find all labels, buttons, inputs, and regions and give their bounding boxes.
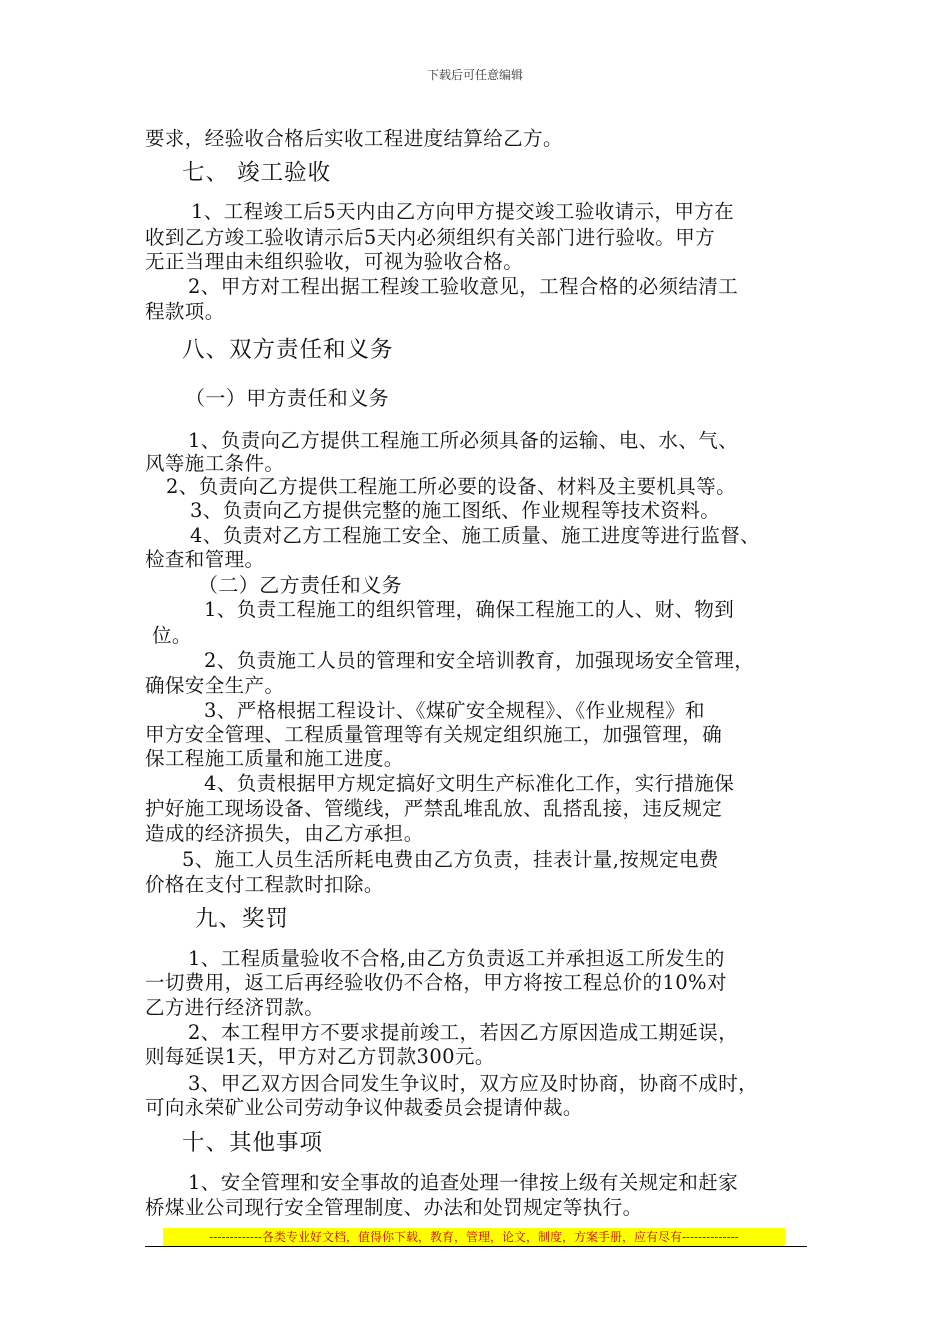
section-heading: 八、双方责任和义务 [182, 337, 394, 363]
text-line: 确保安全生产。 [145, 674, 285, 697]
text-line: 桥煤业公司现行安全管理制度、办法和处罚规定等执行。 [145, 1196, 643, 1219]
text-line: 4、负责根据甲方规定搞好文明生产标准化工作，实行措施保 [204, 772, 735, 795]
text-line: 检查和管理。 [145, 548, 265, 571]
text-line: 2、本工程甲方不要求提前竣工，若因乙方原因造成工期延误， [188, 1021, 739, 1044]
section-heading: 九、奖罚 [195, 906, 290, 932]
subsection-heading: （一）甲方责任和义务 [185, 386, 389, 410]
text-line: 3、严格根据工程设计、《煤矿安全规程》、《作业规程》和 [204, 699, 705, 722]
text-line: 造成的经济损失，由乙方承担。 [145, 822, 424, 845]
section-heading: 十、其他事项 [182, 1130, 324, 1156]
text-line: 收到乙方竣工验收请示后5天内必须组织有关部门进行验收。甲方 [145, 226, 716, 249]
text-line: 2、负责向乙方提供工程施工所必要的设备、材料及主要机具等。 [166, 475, 737, 498]
text-line: 一切费用，返工后再经验收仍不合格，甲方将按工程总价的10%对 [145, 971, 727, 994]
text-line: 2、甲方对工程出据工程竣工验收意见，工程合格的必须结清工 [188, 275, 739, 298]
footer-banner: -------------各类专业好文档，值得你下载，教育，管理，论文，制度，方案手册，应有尽有-------------- [163, 1228, 785, 1246]
text-line: 乙方进行经济罚款。 [145, 996, 325, 1019]
text-line: 1、负责工程施工的组织管理，确保工程施工的人、财、物到 [204, 598, 735, 621]
text-line: 则每延误1天，甲方对乙方罚款300元。 [145, 1045, 495, 1068]
text-line: 2、负责施工人员的管理和安全培训教育，加强现场安全管理， [204, 649, 755, 672]
text-line: 位。 [152, 624, 192, 647]
text-line: 1、工程竣工后5天内由乙方向甲方提交竣工验收请示，甲方在 [191, 200, 735, 223]
text-line: 要求，经验收合格后实收工程进度结算给乙方。 [145, 127, 563, 150]
text-line: 甲方安全管理、工程质量管理等有关规定组织施工，加强管理，确 [145, 723, 723, 746]
text-line: 1、负责向乙方提供工程施工所必须具备的运输、电、水、气、 [188, 429, 739, 452]
page-header: 下载后可任意编辑 [426, 68, 523, 82]
text-line: 5、施工人员生活所耗电费由乙方负责，挂表计量,按规定电费 [182, 848, 719, 871]
text-line: 风等施工条件。 [145, 452, 285, 475]
text-line: 保工程施工质量和施工进度。 [145, 747, 404, 770]
footer-divider [145, 1246, 807, 1247]
subsection-heading: （二）乙方责任和义务 [198, 573, 402, 597]
text-line: 1、工程质量验收不合格,由乙方负责返工并承担返工所发生的 [188, 947, 725, 970]
text-line: 护好施工现场设备、管缆线，严禁乱堆乱放、乱搭乱接，违反规定 [145, 797, 723, 820]
text-line: 3、负责向乙方提供完整的施工图纸、作业规程等技术资料。 [190, 499, 721, 522]
text-line: 价格在支付工程款时扣除。 [145, 873, 384, 896]
text-line: 程款项。 [145, 300, 225, 323]
text-line: 可向永荣矿业公司劳动争议仲裁委员会提请仲裁。 [145, 1096, 583, 1119]
text-line: 无正当理由未组织验收，可视为验收合格。 [145, 250, 524, 273]
text-line: 4、负责对乙方工程施工安全、施工质量、施工进度等进行监督、 [190, 524, 761, 547]
text-line: 3、甲乙双方因合同发生争议时，双方应及时协商，协商不成时， [188, 1072, 759, 1095]
text-line: 1、安全管理和安全事故的追查处理一律按上级有关规定和赶家 [188, 1171, 739, 1194]
section-heading: 七、 竣工验收 [182, 160, 332, 186]
